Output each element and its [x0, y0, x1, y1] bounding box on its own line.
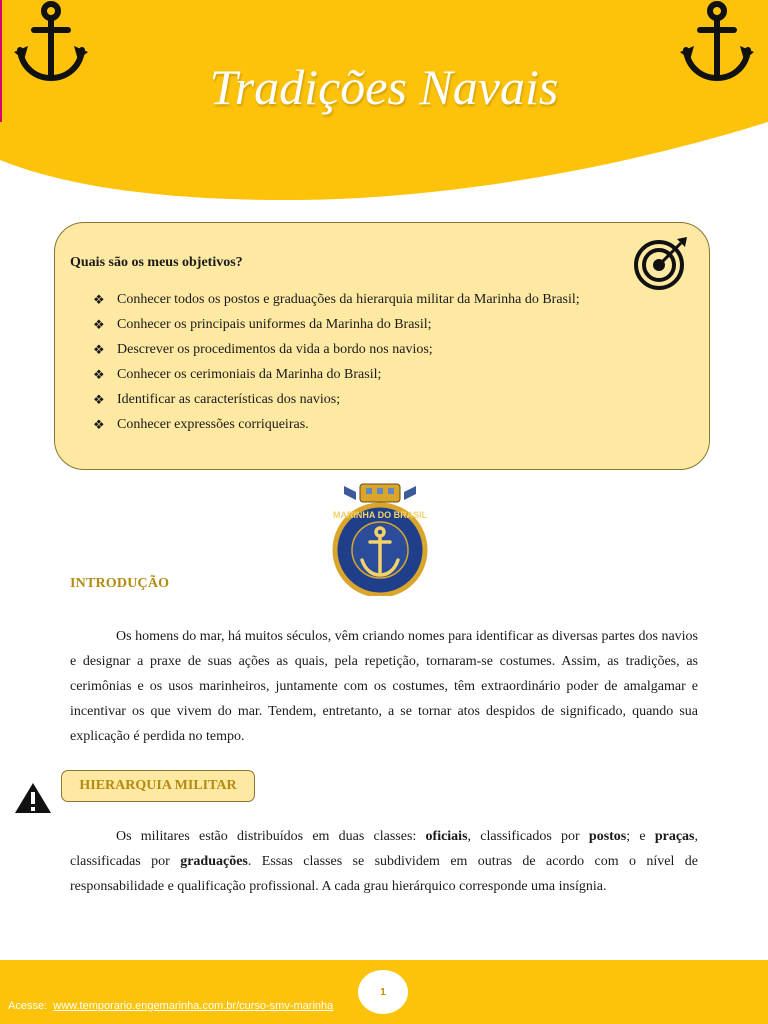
list-item: ❖ Conhecer expressões corriqueiras. — [93, 412, 613, 437]
footer-label: Acesse: — [8, 1000, 48, 1012]
page-title: Tradições Navais — [209, 59, 559, 115]
svg-text:MARINHA DO BRASIL: MARINHA DO BRASIL — [332, 510, 428, 520]
warning-icon — [14, 782, 52, 814]
footer-text — [8, 1000, 333, 1012]
diamond-bullet-icon: ❖ — [93, 392, 105, 407]
list-item: ❖ Identificar as características dos navios; — [93, 387, 613, 412]
diamond-bullet-icon: ❖ — [93, 342, 105, 357]
diamond-bullet-icon: ❖ — [93, 317, 105, 332]
page-header — [0, 0, 768, 210]
hierarchy-heading: HIERARQUIA MILITAR — [61, 770, 255, 802]
intro-paragraph: Os homens do mar, há muitos séculos, vêm criando nomes para identificar as diversas partes dos navios e designar a praxe de suas ações as quais, pela repetição, tornaram-se costumes. Assim, as tradições, as cerimônias e os usos marinheiros, juntamente com os costumes, têm extraordinário poder de amalgamar e incentivar os que vivem do mar. Tendem, entretanto, a se tornar atos despidos de significado, quando sua explicação é perdida no tempo. — [70, 629, 698, 744]
diamond-bullet-icon: ❖ — [93, 367, 105, 382]
list-item: ❖ Conhecer todos os postos e graduações da hierarquia militar da Marinha do Brasil; — [93, 287, 613, 312]
objectives-heading: Quais são os meus objetivos? — [70, 255, 243, 270]
list-item: ❖ Conhecer os cerimoniais da Marinha do Brasil; — [93, 362, 613, 387]
objectives-list — [93, 287, 613, 437]
target-icon — [633, 235, 689, 291]
objectives-box — [54, 222, 710, 470]
list-item: ❖ Descrever os procedimentos da vida a bordo nos navios; — [93, 337, 613, 362]
list-item: ❖ Conhecer os principais uniformes da Marinha do Brasil; — [93, 312, 613, 337]
hierarchy-paragraph: Os militares estão distribuídos em duas classes: oficiais, classificados por postos; e praças, classificadas por graduações. Essas classes se subdividem em outras de acordo com o nível de responsabilidade e qualificação profissional. A cada grau hierárquico corresponde uma insígnia. — [70, 829, 698, 894]
navy-emblem-icon — [330, 478, 430, 596]
diamond-bullet-icon: ❖ — [93, 417, 105, 432]
diamond-bullet-icon: ❖ — [93, 292, 105, 307]
page-number: 1 — [358, 970, 408, 1014]
footer-link[interactable]: www.temporario.engemarinha.com.br/curso-smv-marinha — [53, 1000, 334, 1012]
intro-heading: INTRODUÇÃO — [70, 576, 170, 591]
